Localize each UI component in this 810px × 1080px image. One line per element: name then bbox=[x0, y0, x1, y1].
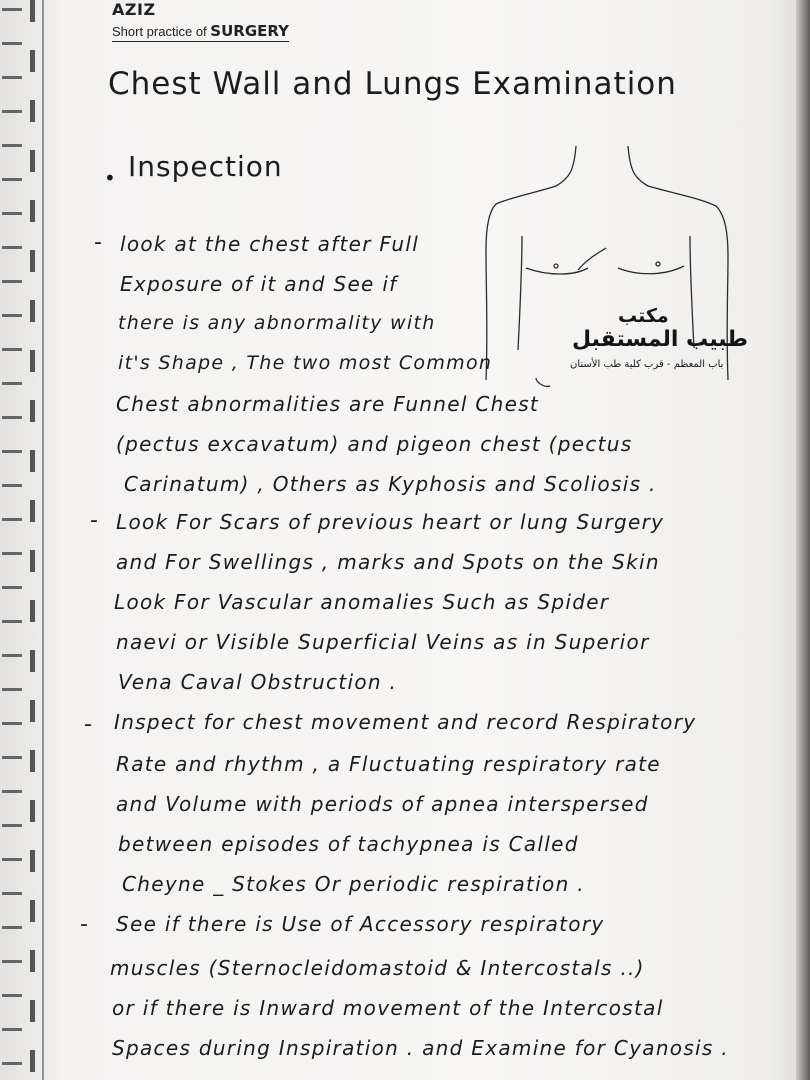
binding-dash bbox=[2, 892, 22, 895]
brand-subtitle bbox=[112, 22, 289, 42]
binding-dash bbox=[2, 246, 22, 249]
binding-bar bbox=[30, 1050, 35, 1072]
binding-bar bbox=[30, 250, 35, 272]
stamp-main-text: طبيب المستقبل bbox=[572, 327, 748, 352]
binding-bar bbox=[30, 850, 35, 872]
binding-dash bbox=[2, 144, 22, 147]
brand-name: AZIZ bbox=[112, 0, 156, 19]
binding-dash bbox=[2, 552, 22, 555]
binding-dash bbox=[2, 314, 22, 317]
bullet-dash: - bbox=[84, 712, 92, 737]
binding-dash bbox=[2, 518, 22, 521]
binding-dash bbox=[2, 960, 22, 963]
binding-bar bbox=[30, 150, 35, 172]
binding-bar bbox=[30, 0, 35, 22]
binding-dash bbox=[2, 824, 22, 827]
binding-bar bbox=[30, 650, 35, 672]
handwritten-line: muscles (Sternocleidomastoid & Intercostals ..) bbox=[110, 956, 645, 980]
binding-dash bbox=[2, 722, 22, 725]
binding-dash bbox=[2, 450, 22, 453]
handwritten-line: naevi or Visible Superficial Veins as in Superior bbox=[116, 630, 650, 654]
binding-bar bbox=[30, 1000, 35, 1022]
handwritten-line: Rate and rhythm , a Fluctuating respiratory rate bbox=[116, 752, 661, 776]
binding-bar bbox=[30, 350, 35, 372]
brand-subtitle-bold: SURGERY bbox=[210, 22, 289, 40]
handwritten-line: Vena Caval Obstruction . bbox=[118, 670, 398, 694]
handwritten-line: it's Shape , The two most Common bbox=[118, 352, 493, 374]
handwritten-line: Exposure of it and See if bbox=[120, 272, 398, 296]
binding-dash bbox=[2, 1062, 22, 1065]
binding-dash bbox=[2, 654, 22, 657]
page-title: Chest Wall and Lungs Examination bbox=[108, 66, 677, 102]
binding-bar bbox=[30, 700, 35, 722]
binding-bar bbox=[30, 200, 35, 222]
handwritten-line: between episodes of tachypnea is Called bbox=[118, 832, 579, 856]
page-right-edge bbox=[796, 0, 810, 1080]
page-margin-line bbox=[42, 0, 44, 1080]
binding-bar bbox=[30, 900, 35, 922]
handwritten-line: there is any abnormality with bbox=[118, 312, 436, 334]
binding-dash bbox=[2, 8, 22, 11]
binding-bar bbox=[30, 550, 35, 572]
binding-dash bbox=[2, 42, 22, 45]
handwritten-line: Chest abnormalities are Funnel Chest bbox=[116, 392, 540, 416]
binding-dash bbox=[2, 790, 22, 793]
binding-dash bbox=[2, 382, 22, 385]
binding-bar bbox=[30, 750, 35, 772]
bullet-dash: - bbox=[80, 912, 88, 937]
handwritten-line: or if there is Inward movement of the Intercostal bbox=[112, 996, 664, 1020]
binding-dash bbox=[2, 688, 22, 691]
binding-bar bbox=[30, 800, 35, 822]
binding-dash bbox=[2, 484, 22, 487]
handwritten-line: Carinatum) , Others as Kyphosis and Scoliosis . bbox=[124, 472, 657, 496]
section-heading: Inspection bbox=[128, 150, 283, 183]
binding-bar bbox=[30, 600, 35, 622]
handwritten-line: Spaces during Inspiration . and Examine for Cyanosis . bbox=[112, 1036, 729, 1060]
handwritten-line: See if there is Use of Accessory respiratory bbox=[116, 912, 605, 936]
handwritten-line: Cheyne _ Stokes Or periodic respiration . bbox=[122, 872, 585, 896]
binding-bar bbox=[30, 500, 35, 522]
binding-dash bbox=[2, 348, 22, 351]
binding-dash bbox=[2, 416, 22, 419]
binding-dash bbox=[2, 586, 22, 589]
binding-dash bbox=[2, 926, 22, 929]
brand-subtitle-prefix: Short practice of bbox=[112, 24, 211, 39]
binding-dash bbox=[2, 178, 22, 181]
handwritten-line: and Volume with periods of apnea interspersed bbox=[116, 792, 649, 816]
binding-dash bbox=[2, 756, 22, 759]
bullet-dash: - bbox=[90, 508, 98, 533]
binding-bar bbox=[30, 50, 35, 72]
binding-dash bbox=[2, 1028, 22, 1031]
library-stamp bbox=[560, 305, 750, 385]
bullet-dash: - bbox=[94, 230, 102, 255]
binding-dash bbox=[2, 110, 22, 113]
stamp-small-text: باب المعظم - قرب كلية طب الأسنان bbox=[570, 359, 724, 370]
handwritten-line: look at the chest after Full bbox=[120, 232, 420, 256]
binding-bar bbox=[30, 400, 35, 422]
handwritten-line: (pectus excavatum) and pigeon chest (pectus bbox=[116, 432, 633, 456]
section-bullet: • bbox=[104, 166, 118, 190]
handwritten-line: Look For Vascular anomalies Such as Spider bbox=[114, 590, 610, 614]
page-header bbox=[112, 0, 289, 40]
stamp-top-text: مكتب bbox=[618, 305, 669, 327]
handwritten-line: and For Swellings , marks and Spots on the Skin bbox=[116, 550, 660, 574]
binding-bar bbox=[30, 100, 35, 122]
handwritten-line: Look For Scars of previous heart or lung Surgery bbox=[116, 510, 665, 534]
binding-bar bbox=[30, 300, 35, 322]
binding-dash bbox=[2, 280, 22, 283]
binding-bar bbox=[30, 950, 35, 972]
binding-dash bbox=[2, 76, 22, 79]
binding-dash bbox=[2, 858, 22, 861]
handwritten-line: Inspect for chest movement and record Respiratory bbox=[114, 710, 697, 734]
spiral-binding bbox=[0, 0, 44, 1080]
binding-dash bbox=[2, 994, 22, 997]
binding-dash bbox=[2, 620, 22, 623]
binding-bar bbox=[30, 450, 35, 472]
binding-dash bbox=[2, 212, 22, 215]
